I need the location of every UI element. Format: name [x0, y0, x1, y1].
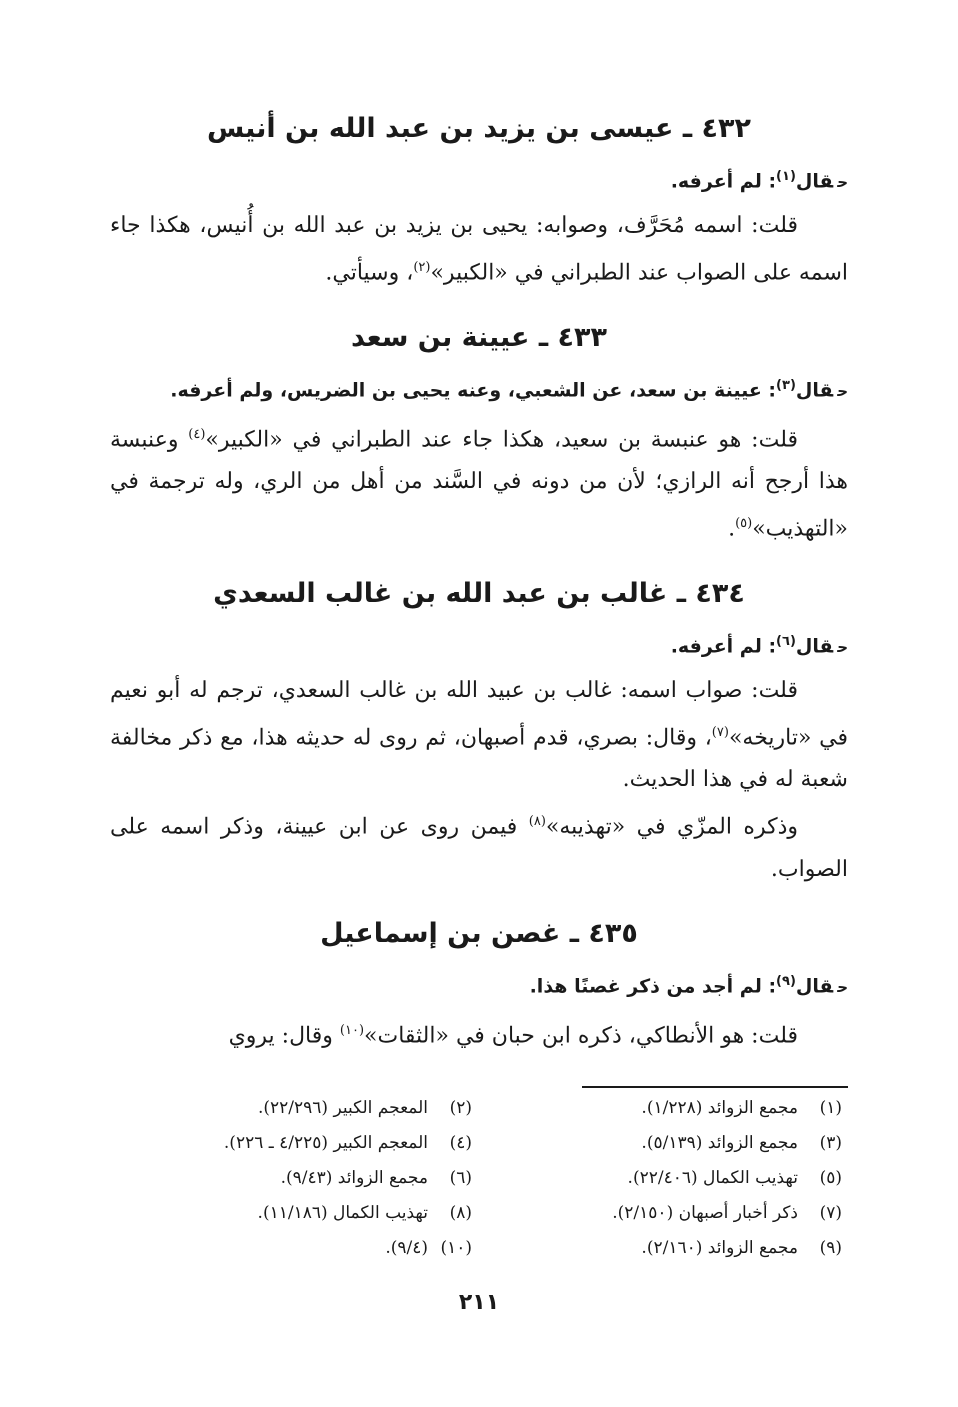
entry-title: ٤٣٣ ـ عيينة بن سعد	[351, 321, 607, 353]
bullet-mark: ح	[837, 977, 848, 996]
bullet-mark: ح	[837, 173, 848, 192]
footnote-ref[interactable]: (١٠)	[339, 1022, 365, 1038]
bullet-mark: ح	[837, 637, 848, 656]
footnote: (٥)تهذيب الكمال (٢٢/٤٠٦).	[627, 1168, 842, 1188]
footnote-ref[interactable]: (٢)	[413, 260, 431, 276]
entry-title: ٤٣٤ ـ غالب بن عبد الله بن غالب السعدي	[213, 577, 745, 609]
footnote: (٤)المعجم الكبير (٤/٢٢٥ ـ ٢٢٦).	[223, 1133, 472, 1153]
bullet-mark: ح	[837, 381, 848, 400]
qal-line: حقال$^{(٦)}$: لم أعرفه.	[670, 633, 848, 657]
paragraph: قلت: اسمه مُحَرَّف، وصوابه: يحيى بن يزيد بن عبد الله بن أُنيس، هكذا جاء اسمه على الصواب عند الطبراني في «الكبير»$^{(٢)}$، وسيأتي.	[110, 213, 848, 286]
footnote-ref[interactable]: (٤)	[188, 426, 206, 442]
paragraph: وذكره المزّي في «تهذيبه»$^{(٨)}$ فيمن روى عن ابن عيينة، وذكر اسمه على الصواب.	[110, 814, 848, 882]
footnote-ref[interactable]: (٩)	[776, 973, 796, 989]
qal-line: حقال$^{(٣)}$: عيينة بن سعد، عن الشعبي، وعنه يحيى بن الضريس، ولم أعرفه.	[170, 377, 848, 401]
footnote: (١٠)(٩/٤).	[385, 1238, 472, 1258]
footnote: (١)مجمع الزوائد (١/٢٢٨).	[641, 1098, 842, 1118]
paragraph: قلت: هو عنبسة بن سعيد، هكذا جاء عند الطبراني في «الكبير»$^{(٤)}$ وعنبسة هذا أرجح أنه الرازي؛ لأن من دونه في السَّند من أهل من الري، وله ترجمة في «التهذيب»$^{(٥)}$.	[110, 426, 848, 542]
footnote-ref[interactable]: (٨)	[528, 814, 546, 830]
page-number: ٢١١	[458, 1290, 500, 1315]
footnote-ref[interactable]: (٧)	[711, 724, 729, 740]
footnote-ref[interactable]: (٦)	[776, 633, 796, 649]
qal-line: حقال$^{(٩)}$: لم أجد من ذكر غصنًا هذا.	[529, 973, 848, 997]
footnote-ref[interactable]: (٣)	[776, 377, 796, 393]
footnote: (٨)تهذيب الكمال (١١/١٨٦).	[257, 1203, 472, 1223]
entry-title: ٤٣٢ ـ عيسى بن يزيد بن عبد الله بن أنيس	[207, 113, 751, 144]
footnote: (٣)مجمع الزوائد (٥/١٣٩).	[641, 1133, 842, 1153]
footnote-divider	[582, 1086, 848, 1088]
footnote: (٢)المعجم الكبير (٢٢/٢٩٦).	[257, 1098, 472, 1118]
qal-line: حقال$^{(١)}$: لم أعرفه.	[670, 169, 848, 193]
footnote: (٩)مجمع الزوائد (٢/١٦٠).	[641, 1238, 842, 1258]
paragraph: قلت: صواب اسمه: غالب بن عبيد الله بن غالب السعدي، ترجم له أبو نعيم في «تاريخه»$^{(٧)}$، وقال: بصري، قدم أصبهان، ثم روى له حديثه هذا، مع ذكر مخالفة شعبة له في هذا الحديث.	[110, 677, 848, 793]
paragraph: قلت: هو الأنطاكي، ذكره ابن حبان في «الثقات»$^{(١٠)}$ وقال: يروي	[228, 1022, 798, 1049]
footnote-ref[interactable]: (٥)	[735, 516, 753, 532]
footnotes	[108, 1098, 848, 1273]
footnote-ref[interactable]: (١)	[776, 169, 796, 184]
footnote: (٦)مجمع الزوائد (٩/٤٣).	[280, 1168, 472, 1188]
entry-title: ٤٣٥ ـ غصن بن إسماعيل	[320, 917, 638, 949]
footnote: (٧)ذكر أخبار أصبهان (٢/١٥٠).	[612, 1203, 842, 1223]
